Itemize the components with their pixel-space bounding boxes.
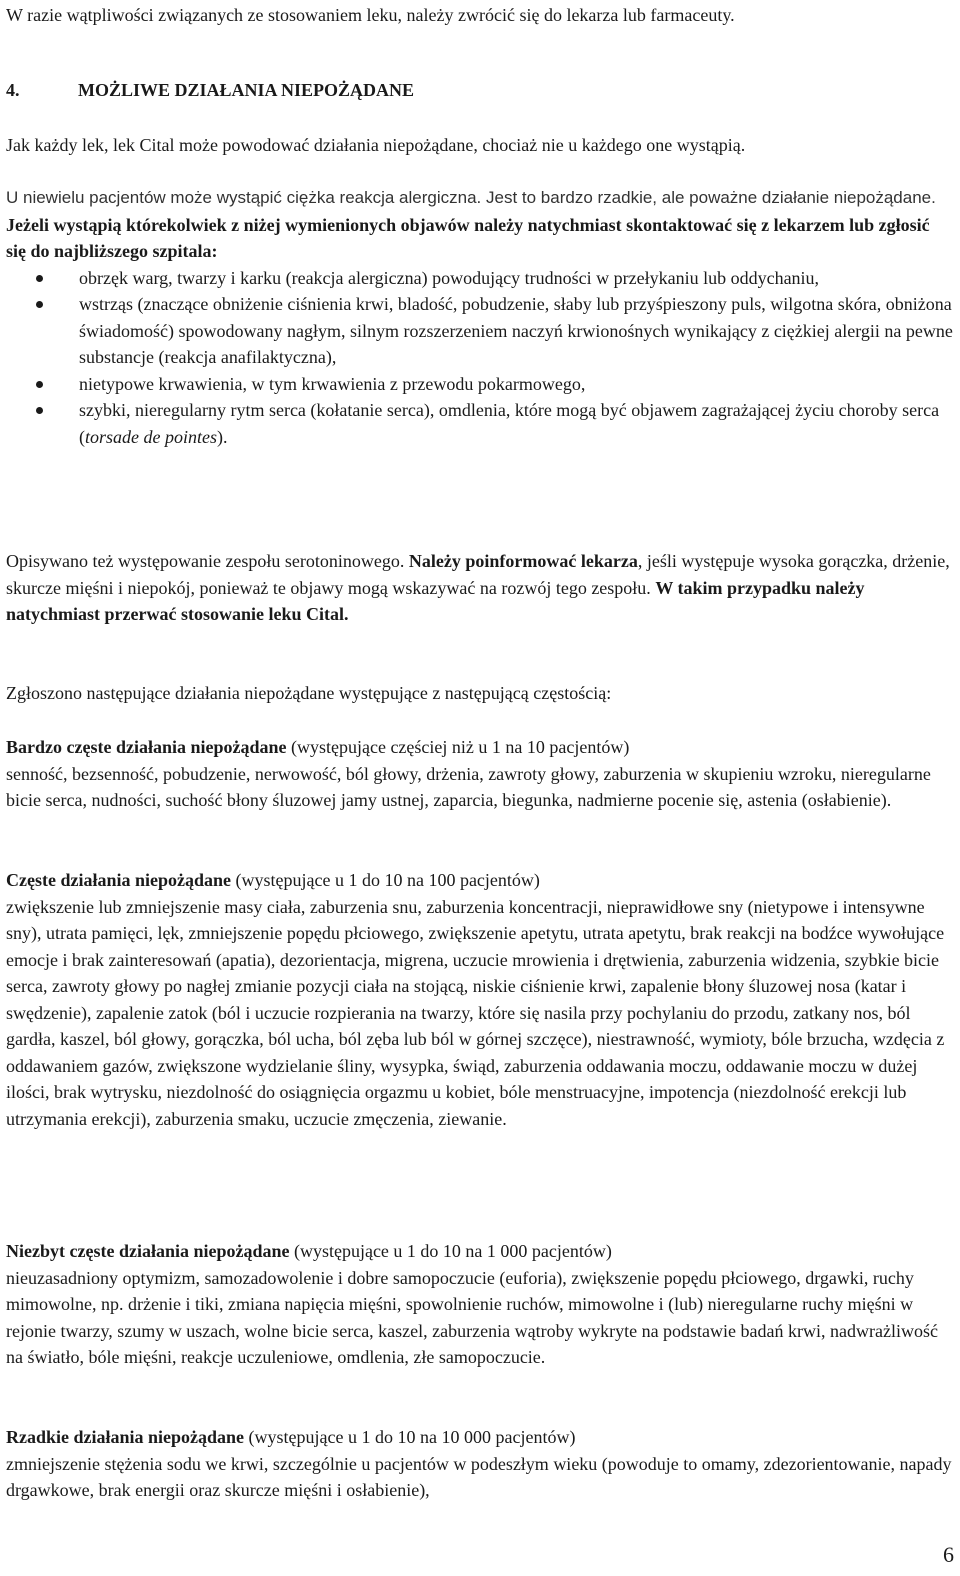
category-effects: nieuzasadniony optymizm, samozadowolenie i dobre samopoczucie (euforia), zwiększenie popędu płciowego, drgawki, ruchy mimowolne, np. drżenie i tiki, zmiana napięcia mięśni, spowolnienie ruchów, mimowolne i (lub) nieregularne ruchy mięśni w rejonie twarzy, szumy w uszach, wolne bicie serca, kaszel, zaburzenia wątroby wykryte na podstawie badań krwi, nadwrażliwość na światło, bóle mięśni, reakcje uczuleniowe, omdlenia, złe samopoczucie. (6, 1267, 938, 1367)
allergy-intro: U niewielu pacjentów może wystąpić ciężka reakcja alergiczna. Jest to bardzo rzadkie, ale poważne działanie niepożądane. (6, 188, 936, 207)
category-frequency: (występujące u 1 do 10 na 10 000 pacjentów) (244, 1427, 576, 1447)
category-effects: senność, bezsenność, pobudzenie, nerwowość, ból głowy, drżenia, zawroty głowy, zaburzenia w skupieniu wzroku, nieregularne bicie serca, nudności, suchość błony śluzowej jamy ustnej, zaparcia, biegunka, nadmierne pocenie się, astenia (osłabienie). (6, 763, 931, 810)
category-rare (6, 1424, 954, 1504)
category-common (6, 867, 954, 1132)
category-frequency: (występujące częściej niż u 1 na 10 pacjentów) (286, 737, 630, 757)
symptom-list (6, 265, 954, 451)
bullet-icon (36, 381, 43, 388)
category-very-common (6, 734, 954, 814)
paragraph-general: Jak każdy lek, lek Cital może powodować działania niepożądane, chociaż nie u każdego one wystąpią. (6, 135, 746, 155)
list-item: szybki, nieregularny rytm serca (kołatanie serca), omdlenia, które mogą być objawem zagrażającej życiu choroby serca (torsade de pointes). (6, 397, 954, 450)
category-label: Niezbyt częste działania niepożądane (6, 1241, 290, 1261)
category-label: Bardzo częste działania niepożądane (6, 737, 287, 757)
list-item: obrzęk warg, twarzy i karku (reakcja alergiczna) powodujący trudności w przełykaniu lub oddychaniu, (6, 265, 954, 292)
category-label: Częste działania niepożądane (6, 870, 231, 890)
allergy-instruction: Jeżeli wystąpią którekolwiek z niżej wymienionych objawów należy natychmiast skontaktować się z lekarzem lub zgłosić się do najbliższego szpitala: (6, 214, 930, 261)
page-number: 6 (943, 1542, 954, 1567)
section-number: 4. (6, 80, 20, 100)
category-label: Rzadkie działania niepożądane (6, 1427, 245, 1447)
section-title: MOŻLIWE DZIAŁANIA NIEPOŻĄDANE (78, 80, 415, 100)
category-uncommon (6, 1238, 954, 1371)
category-frequency: (występujące u 1 do 10 na 1 000 pacjentów) (289, 1241, 612, 1261)
bullet-icon (36, 301, 43, 308)
bullet-icon (36, 275, 43, 282)
list-item: nietypowe krwawienia, w tym krwawienia z przewodu pokarmowego, (6, 371, 954, 398)
serotonin-paragraph: Opisywano też występowanie zespołu serotoninowego. Należy poinformować lekarza, jeśli występuje wysoka gorączka, drżenie, skurcze mięśni i niepokój, ponieważ te objawy mogą wskazywać na rozwój tego zespołu. W takim przypadku należy natychmiast przerwać stosowanie leku Cital. (6, 551, 950, 624)
intro-text: W razie wątpliwości związanych ze stosowaniem leku, należy zwrócić się do lekarza lub farmaceuty. (6, 5, 735, 25)
category-effects: zwiększenie lub zmniejszenie masy ciała, zaburzenia snu, zaburzenia koncentracji, nieprawidłowe sny (nietypowe i intensywne sny), utrata pamięci, lęk, zmniejszenie popędu płciowego, zwiększenie apetytu, utrata apetytu, brak reakcji na bodźce wywołujące emocje i brak zainteresowań (apatia), dezorientacja, migrena, uczucie mrowienia i drętwienia, zaburzenia widzenia, szybkie bicie serca, zawroty głowy po nagłej zmianie pozycji ciała na stojącą, niskie ciśnienie krwi, zapalenie błony śluzowej nosa (katar i swędzenie), zapalenie zatok (ból i uczucie rozpierania na twarzy, które się nasila przy pochylaniu do przodu, zatkany nos, ból gardła, kaszel, ból głowy, gorączka, ból ucha, ból zęba lub ból w górnej szczęce), niestrawność, wymioty, bóle brzucha, wzdęcia z oddawaniem gazów, zwiększone wydzielanie śliny, wysypka, świąd, zaburzenia oddawania moczu, oddawanie moczu w dużej ilości, brak wytrysku, niezdolność do osiągnięcia orgazmu u kobiet, bóle menstruacyjne, impotencja (niezdolność erekcji lub utrzymania erekcji), zaburzenia smaku, uczucie zmęczenia, ziewanie. (6, 896, 945, 1129)
bullet-icon (36, 407, 43, 414)
category-effects: zmniejszenie stężenia sodu we krwi, szczególnie u pacjentów w podeszłym wieku (powoduje to omamy, zdezorientowanie, napady drgawkowe, brak energii oraz skurcze mięśni i osłabienie), (6, 1453, 952, 1500)
reported-effects-intro: Zgłoszono następujące działania niepożądane występujące z następującą częstością: (6, 683, 612, 703)
list-item: wstrząs (znaczące obniżenie ciśnienia krwi, bladość, pobudzenie, słaby lub przyśpieszony puls, wilgotna skóra, obniżona świadomość) spowodowany nagłym, silnym rozszerzeniem naczyń krwionośnych wynikający z ciężkiej alergii na pewne substancje (reakcja anafilaktyczna), (6, 291, 954, 371)
category-frequency: (występujące u 1 do 10 na 100 pacjentów) (231, 870, 540, 890)
section-heading (6, 77, 414, 104)
allergy-warning (6, 185, 954, 450)
